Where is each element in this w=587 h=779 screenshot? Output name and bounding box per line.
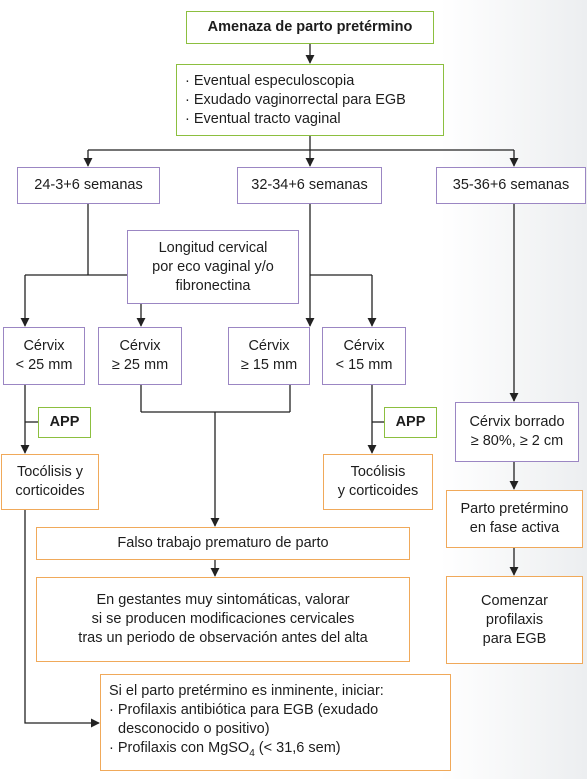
cervix-label: Cérvix <box>119 338 161 354</box>
active-labor-line: en fase activa <box>469 520 560 536</box>
step-tracto: · Eventual tracto vaginal <box>185 110 341 127</box>
imminent-item-antibiotic-cont: desconocido o positivo) <box>118 721 270 738</box>
imminent-intro: Si el parto pretérmino es inminente, iniciar: <box>109 683 384 700</box>
mgso4-subscript: 4 <box>249 747 255 759</box>
branch-label: 24-3+6 semanas <box>34 177 143 193</box>
egb-prophylaxis-line: para EGB <box>482 630 547 647</box>
app-badge-right <box>384 407 437 438</box>
app-badge-left <box>38 407 91 438</box>
cervical-length-line: fibronectina <box>175 277 251 294</box>
false-labor-box <box>36 527 410 560</box>
cervix-borrado-line: ≥ 80%, ≥ 2 cm <box>470 433 564 449</box>
tocolisis-line: y corticoides <box>337 483 419 499</box>
cervix-value: ≥ 15 mm <box>240 357 298 373</box>
initial-steps-box <box>176 64 444 136</box>
app-label: APP <box>395 414 426 430</box>
cervix-value: < 25 mm <box>15 357 73 373</box>
branch-label: 32-34+6 semanas <box>251 177 368 193</box>
tocolisis-left-box <box>1 454 99 510</box>
cervix-borrado-box <box>455 402 579 462</box>
cervix-lt15-box <box>322 327 406 385</box>
title-box <box>186 11 434 44</box>
false-labor-text: Falso trabajo prematuro de parto <box>117 535 329 551</box>
branch-label: 35-36+6 semanas <box>452 177 570 193</box>
cervix-ge25-box <box>98 327 182 385</box>
egb-prophylaxis-line: profilaxis <box>485 611 544 628</box>
cervix-lt25-box <box>3 327 85 385</box>
cervix-ge15-box <box>228 327 310 385</box>
active-labor-line: Parto pretérmino <box>460 501 569 517</box>
active-labor-box <box>446 490 583 548</box>
step-exudado: · Exudado vaginorrectal para EGB <box>185 91 406 108</box>
tocolisis-line: Tocólisis <box>350 464 406 480</box>
title-text: Amenaza de parto pretérmino <box>207 19 413 35</box>
imminent-item-mgso4 <box>109 739 341 763</box>
tocolisis-line: Tocólisis y <box>16 464 84 480</box>
imminent-box <box>100 674 451 771</box>
cervical-length-line: por eco vaginal y/o <box>152 258 274 275</box>
symptomatic-box <box>36 577 410 662</box>
cervix-label: Cérvix <box>343 338 385 354</box>
symptomatic-line: si se producen modificaciones cervicales <box>91 611 355 627</box>
tocolisis-line: corticoides <box>15 483 85 499</box>
app-label: APP <box>49 414 80 430</box>
branch-24-33 <box>17 167 160 204</box>
branch-32-34 <box>237 167 382 204</box>
cervical-length-line: Longitud cervical <box>158 239 268 256</box>
branch-35-36 <box>436 167 586 204</box>
cervix-value: ≥ 25 mm <box>111 357 169 373</box>
symptomatic-line: tras un periodo de observación antes del alta <box>78 630 368 646</box>
cervical-length-box <box>127 230 299 304</box>
cervix-borrado-line: Cérvix borrado <box>469 414 565 430</box>
mgso4-suffix: (< 31,6 sem) <box>254 740 341 757</box>
mgso4-text: · Profilaxis con MgSO <box>109 740 250 757</box>
tocolisis-right-box <box>323 454 433 510</box>
step-especuloscopia: · Eventual especuloscopia <box>185 72 355 89</box>
cervix-label: Cérvix <box>248 338 290 354</box>
egb-prophylaxis-line: Comenzar <box>481 592 548 609</box>
symptomatic-line: En gestantes muy sintomáticas, valorar <box>96 592 350 608</box>
cervix-value: < 15 mm <box>335 357 393 373</box>
cervix-label: Cérvix <box>23 338 65 354</box>
imminent-item-antibiotic: · Profilaxis antibiótica para EGB (exudado <box>109 702 379 719</box>
egb-prophylaxis-box <box>446 576 583 664</box>
